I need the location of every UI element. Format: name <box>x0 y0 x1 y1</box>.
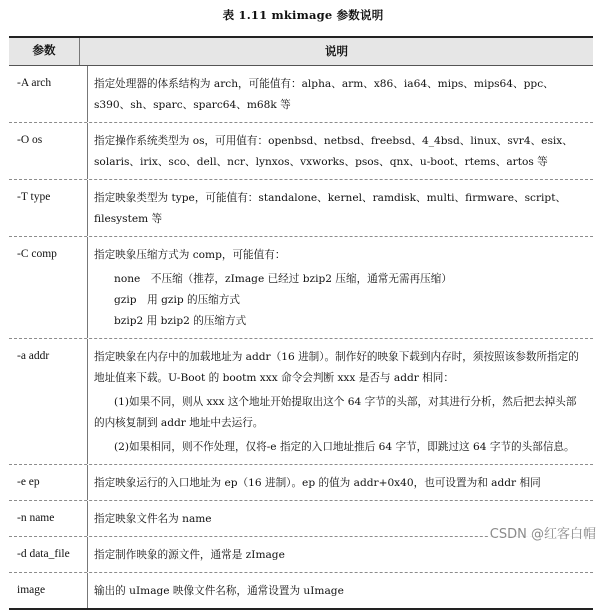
table-row <box>9 464 593 500</box>
param-cell: -e ep <box>17 476 40 488</box>
compression-option-gzip: gzip 用 gzip 的压缩方式 <box>114 294 240 306</box>
table-header-row <box>9 38 593 65</box>
description-cell <box>87 237 593 338</box>
description-line: 指定映象在内存中的加载地址为 addr（16 进制）。制作好的映象下载到内存时，须按照该参数所指定的地址值来下载。U-Boot 的 bootm xxx 命令会判断 xxx 是否与 addr 相同： <box>94 351 579 384</box>
param-cell: -n name <box>17 512 55 524</box>
compression-option-none: none 不压缩（推荐，zImage 已经过 bzip2 压缩，通常无需再压缩） <box>114 273 452 285</box>
description-line: 指定映象类型为 type，可能值有：standalone、kernel、ramdisk、multi、firmware、script、filesystem 等 <box>94 192 567 225</box>
table-row <box>9 572 593 608</box>
table-row <box>9 122 593 179</box>
compression-option-bzip2: bzip2 用 bzip2 的压缩方式 <box>114 315 247 327</box>
header-param: 参数 <box>32 45 56 57</box>
param-cell: -d data_file <box>17 548 70 560</box>
param-cell: -T type <box>17 191 51 203</box>
description-case-2: (2)如果相同，则不作处理，仅将-e 指定的入口地址推后 64 字节，即跳过这 64 字节的头部信息。 <box>114 441 575 453</box>
table-row <box>9 179 593 236</box>
description-line: 指定处理器的体系结构为 arch，可能值有：alpha、arm、x86、ia64、mips、mips64、ppc、s390、sh、sparc、sparc64、m68k 等 <box>94 78 554 111</box>
table-row <box>9 236 593 338</box>
description-cell <box>87 339 593 464</box>
description-line: 指定映象压缩方式为 comp，可能值有： <box>94 249 286 261</box>
watermark-text: CSDN @红客白帽 <box>488 523 598 542</box>
param-cell: -A arch <box>17 77 52 89</box>
description-case-1: (1)如果不同，则从 xxx 这个地址开始提取出这个 64 字节的头部，对其进行分析，然后把去掉头部的内核复制到 addr 地址中去运行。 <box>94 396 577 429</box>
description-line: 指定制作映象的源文件，通常是 zImage <box>94 549 285 561</box>
table-row <box>9 338 593 464</box>
table-caption: 表 1.11 mkimage 参数说明 <box>222 8 384 22</box>
description-cell <box>87 537 593 572</box>
description-line: 指定映象文件名为 name <box>94 513 212 525</box>
description-line: 指定映象运行的入口地址为 ep（16 进制）。ep 的值为 addr+0x40，也可设置为和 addr 相同 <box>94 477 541 489</box>
param-cell: -O os <box>17 134 43 146</box>
table-row <box>9 65 593 122</box>
description-cell <box>87 573 593 608</box>
param-cell: image <box>17 584 46 596</box>
header-description: 说明 <box>79 38 593 65</box>
description-line: 输出的 uImage 映像文件名称，通常设置为 uImage <box>94 585 344 597</box>
param-cell: -a addr <box>17 350 50 362</box>
param-cell: -C comp <box>17 248 57 260</box>
description-cell <box>87 180 593 236</box>
description-cell <box>87 66 593 122</box>
description-cell <box>87 465 593 500</box>
description-line: 指定操作系统类型为 os，可用值有：openbsd、netbsd、freebsd、4_4bsd、linux、svr4、esix、solaris、irix、sco、dell、ncr、lynxos、vxworks、psos、qnx、u-boot、rtems、artos 等 <box>94 135 573 168</box>
description-cell <box>87 123 593 179</box>
